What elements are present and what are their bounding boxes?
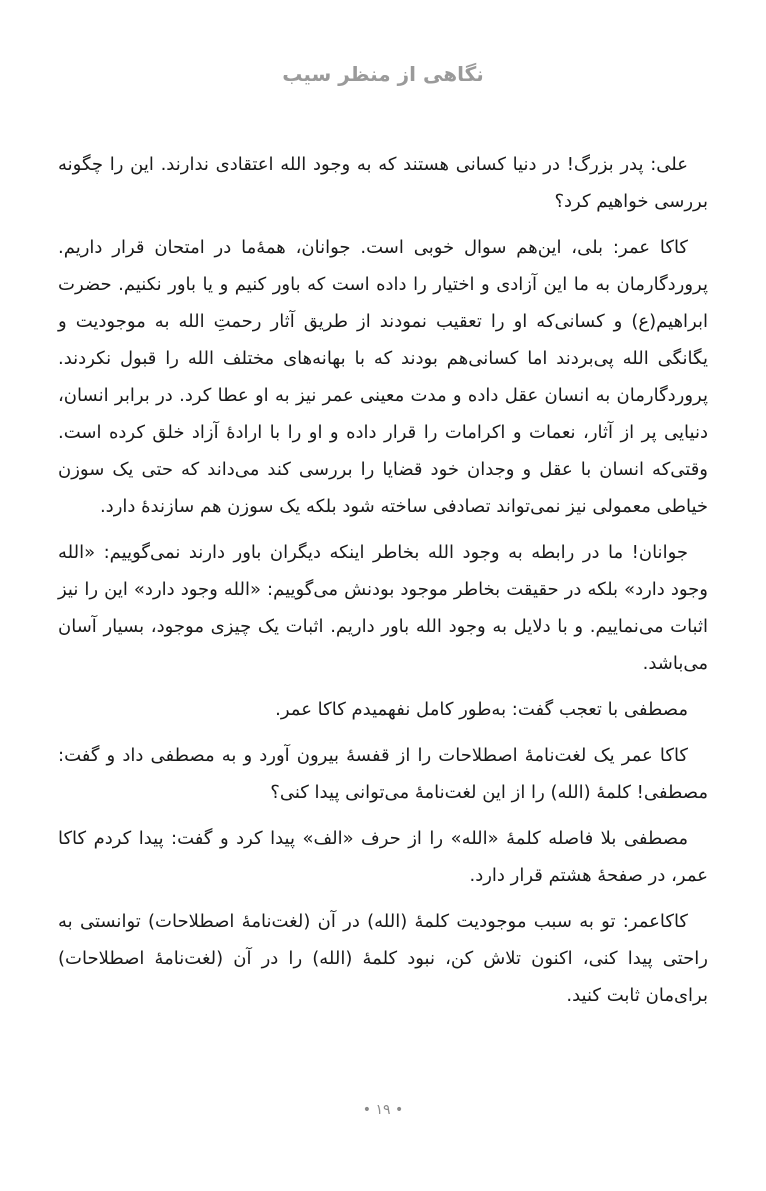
page-body: [58, 146, 708, 1023]
paragraph-ali-question: علی: پدر بزرگ! در دنیا کسانی هستند که به وجود الله اعتقادی ندارند. این را چگونه بررسی خواهیم کرد؟: [58, 154, 708, 212]
paragraph-mostafa-surprise: مصطفی با تعجب گفت: به‌طور کامل نفهمیدم کاکا عمر.: [275, 699, 688, 720]
page-title: نگاهی از منظر سیب: [282, 62, 484, 86]
paragraph-mostafa-found: مصطفی بلا فاصله کلمهٔ «الله» را از حرف «الف» پیدا کرد و گفت: پیدا کردم کاکا عمر، در صفحهٔ هشتم قرار دارد.: [58, 828, 708, 886]
paragraph-kaka-omar-answer: کاکا عمر: بلی، این‌هم سوال خوبی است. جوانان، همهٔ‌ما در امتحان قرار داریم. پروردگارمان به ما این آزادی و اختیار را داده است که باور کنیم و یا باور نکنیم. حضرت ابراهیم(ع) و کسانی‌که او را تعقیب نمودند از طریق آثار رحمتِ الله به موجودیت و یگانگی الله پی‌بردند اما کسانی‌هم بودند که با بهانه‌های مختلف الله را قبول نکردند. پروردگارمان به انسان عقل داده و مدت معینی عمر نیز به او عطا کرد. در برابر انسان، دنیایی پر از آثار، نعمات و اکرامات را قرار داده و او را با ارادهٔ آزاد خلق کرده است. وقتی‌که انسان با عقل و وجدان خود قضایا را بررسی کند می‌داند که حتی یک سوزن خیاطی معمولی نیز نمی‌تواند تصادفی ساخته شود بلکه یک سوزن هم سازندهٔ دارد.: [58, 237, 708, 517]
paragraph-kaka-omar-challenge: کاکاعمر: تو به سبب موجودیت کلمهٔ (الله) در آن (لغت‌نامهٔ اصطلاحات) توانستی به راحتی پیدا کنی، اکنون تلاش کن، نبود کلمهٔ (الله) را در آن (لغت‌نامهٔ اصطلاحات) برای‌مان ثابت کنید.: [58, 911, 708, 1006]
page-number: • ۱۹ •: [362, 1102, 404, 1118]
paragraph-dictionary-handover: کاکا عمر یک لغت‌نامهٔ اصطلاحات را از قفسهٔ بیرون آورد و به مصطفی داد و گفت: مصطفی! کلمهٔ (الله) را از این لغت‌نامهٔ می‌توانی پیدا کنی؟: [58, 745, 708, 803]
paragraph-javanan: جوانان! ما در رابطه به وجود الله بخاطر اینکه دیگران باور دارند نمی‌گوییم: «الله وجود دارد» بلکه در حقیقت بخاطر موجود بودنش می‌گوییم: «الله وجود دارد» این را نیز اثبات می‌نماییم. و با دلایل به وجود الله باور داریم. اثبات یک چیزی موجود، بسیار آسان می‌باشد.: [58, 542, 708, 674]
